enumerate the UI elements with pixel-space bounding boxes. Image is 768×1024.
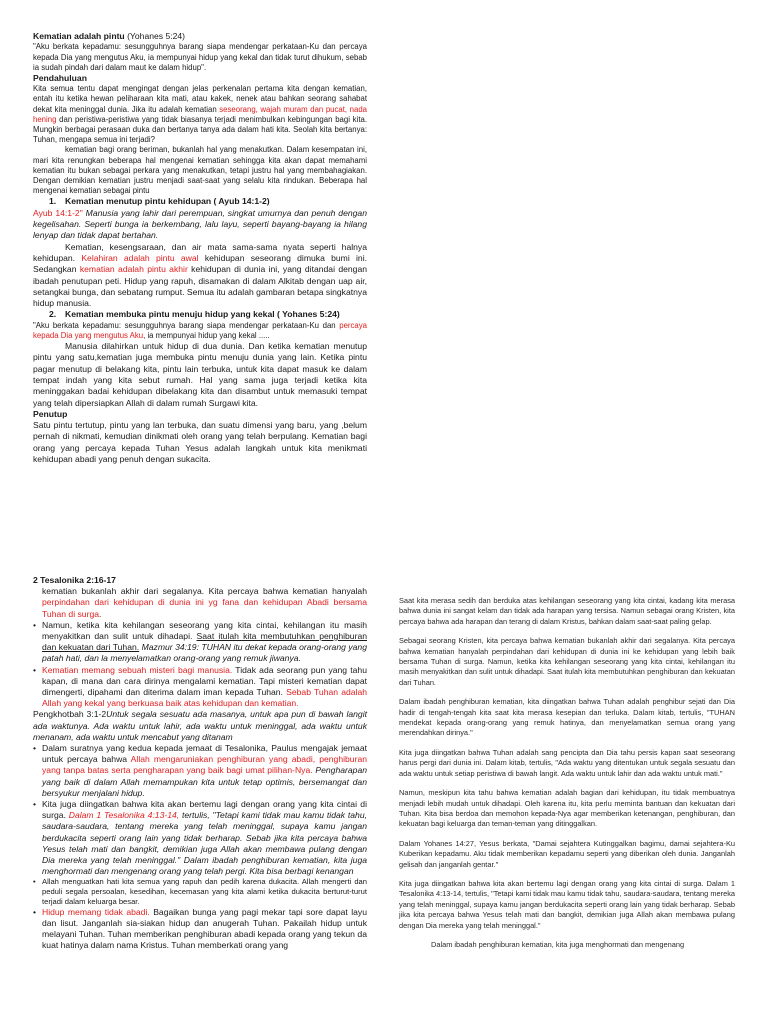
heading-penutup: Penutup	[33, 408, 68, 419]
point-2-verse-end: , ia mempunyai hidup yang kekal .....	[143, 330, 270, 340]
point-1-title: Kematian menutup pintu kehidupan ( Ayub 14:1-2)	[65, 196, 270, 207]
sermon-right-column	[399, 596, 735, 959]
bullet-4-text: Kita juga diingatkan bahwa kita akan bertemu lagi dengan orang yang kita cintai di surga.	[42, 799, 367, 821]
point-1-text-c: kehidupan di dunia ini, yang ditandai dengan ibadah penutupan peti. Hidup yang rapuh, disamakan di dalam Alkitab dengan uap air, setangkai bunga, dan sebatang rumput. Semua itu adalah gambaran betapa singkatnya hidup manusia.	[33, 264, 368, 309]
bullet-item	[33, 743, 367, 799]
bullet-1-underlined: Saat itulah kita membutuhkan penghiburan dan kekuatan dari Tuhan.	[42, 631, 367, 653]
pengkhotbah-verse	[33, 709, 367, 743]
bullet-3-text: Dalam suratnya yang kedua kepada jemaat di Tesalonika, Paulus mengajak jemaat untuk percaya bahwa	[42, 743, 367, 765]
left-intro-end: .	[99, 608, 102, 619]
left-intro	[33, 586, 367, 620]
point-1-highlight-1: Kelahiran adalah pintu awal	[81, 252, 199, 263]
left-intro-text: kematian bukanlah akhir dari segalanya. Kita percaya bahwa kematian hanyalah	[42, 586, 367, 597]
point-1-number: 1.	[49, 196, 57, 207]
point-1-highlight-2: kematian adalah pintu akhir	[79, 264, 188, 275]
right-paragraph: Dalam Yohanes 14:27, Yesus berkata, "Damai sejahtera Kutinggalkan bagimu, damai sejahtera-Ku Kuberikan kepadamu. Aku tidak memberikan kepadamu seperti yang diberikan oleh dunia. Janganlah gelisah dan janganlah gentar."	[399, 838, 735, 869]
bullet-2-highlight-2: Sebab Tuhan adalah Allah yang kekal yang berkuasa baik atas kehidupan dan kematian.	[42, 687, 368, 709]
section-heading	[33, 575, 367, 586]
intro-text: Kita semua tentu dapat mengingat dengan jelas perkenalan pertama kita dengan kematian, entah itu ketika hewan peliharaan kita mati, atau kakek, nenek atau bahkan seorang sahabat dekat kita meninggal dunia. Jika itu adalah kematian	[33, 84, 367, 114]
pengkhotbah-ref: Pengkhotbah 3:1-2	[33, 709, 107, 720]
bullet-item	[33, 907, 367, 952]
bullet-2-highlight: Kematian memang sebuah misteri bagi manusia.	[42, 664, 233, 675]
bullet-4-verse: tertulis, "Tetapi kami tidak mau kamu tidak tahu, saudara-saudara, tentang mereka yang telah meninggal, supaya kamu jangan berdukacita seperti orang lain yang tidak berharap. Sebab jika kita percaya bahwa Yesus telah mati dan bangkit, demikian juga Allah akan membawa pulang dengan Dia mereka yang telah meninggal." Dalam ibadah penghiburan kematian, kita juga menghormati dan mengenang orang yang telah pergi. Kita bisa berbagi kenangan	[42, 810, 367, 877]
intro-paragraph	[33, 84, 367, 145]
intro-highlight: seseorang, wajah muram dan pucat, nada hening	[33, 104, 367, 124]
point-1-text-a: Kematian, kesengsaraan, dan air mata sama-sama nyata seperti halnya kehidupan.	[33, 241, 367, 263]
right-paragraph: Namun, meskipun kita tahu bahwa kematian adalah bagian dari kehidupan, itu tidak membuatnya menjadi lebih mudah untuk dihadapi. Oleh karena itu, kita perlu meminta bantuan dan kekuatan dari Tuhan. Kita bisa berdoa dan memohon kepada-Nya agar memberikan ketenangan, penghiburan, dan kekuatan bagi keluarga dan teman-teman yang ditinggalkan.	[399, 788, 735, 829]
point-1-verse	[33, 208, 367, 242]
pengkhotbah-text: Untuk segala sesuatu ada masanya, untuk apa pun di bawah langit ada waktunya. Ada waktu untuk lahir, ada waktu untuk meninggal, ada waktu untuk menanam, ada waktu untuk mencabut yang ditanam	[33, 709, 367, 742]
section-heading-text: 2 Tesalonika 2:16-17	[33, 575, 116, 585]
intro-paragraph-2: kematian bagi orang beriman, bukanlah hal yang menakutkan. Dalam kesempatan ini, mari kita renungkan beberapa hal mengenai kematian sehingga kita akan dapat memahami kematian itu bukan sebagai perkara yang menakutkan, tetapi justru hal yang membahagiakan. Dengan demikian kematian justru menjadi saat-saat yang selalu kita rindukan. Beberapa hal mengenai kematian sebagai pintu	[33, 145, 367, 196]
bullet-4-ref: Dalam 1 Tesalonika 4:13-14,	[68, 810, 180, 821]
right-paragraph: Sebagai seorang Kristen, kita percaya bahwa kematian bukanlah akhir dari segalanya. Kita percaya bahwa kematian hanyalah perpindahan dari kehidupan di dunia ini ke kehidupan yang lebih baik bersama Tuhan di surga. Namun, ketika kita kehilangan seseorang yang kita cintai, kehilangan itu masih menyakitkan dan sulit untuk dihadapi. Saat itulah kita membutuhkan penghiburan dan kekuatan dari Tuhan.	[399, 636, 735, 687]
heading-pendahuluan: Pendahuluan	[33, 72, 87, 83]
point-2-title: Kematian membuka pintu menuju hidup yang kekal ( Yohanes 5:24)	[65, 309, 340, 320]
bullet-item	[33, 799, 367, 877]
closing-paragraph: Satu pintu tertutup, pintu yang lan terbuka, dan suatu dimensi yang baru, yang ,belum pernah di nikmati, kemudian dinikmati oleh orang yang telah berpulang. Kematian bagi orang yang percaya kepada Tuhan Yesus adalah langkah untuk kita menikmati kehidupan abadi yang penuh dengan sukacita.	[33, 420, 367, 465]
title-text: Kematian adalah pintu	[33, 31, 125, 41]
right-paragraph: Dalam ibadah penghiburan kematian, kita diingatkan bahwa Tuhan adalah penghibur sejati dan Dia hadir di tengah-tengah kita saat kita merasa kesepian dan terluka. Dalam kitab, tertulis, "TUHAN mendekat kepada orang-orang yang remuk hatinya, dan menyelamatkan semua orang yang merendahkan dirinya."	[399, 697, 735, 738]
title-reference: (Yohanes 5:24)	[124, 31, 186, 41]
point-2-heading	[33, 309, 367, 320]
point-1-body	[33, 242, 367, 310]
right-paragraph: Dalam ibadah penghiburan kematian, kita juga menghormati dan mengenang	[431, 939, 685, 949]
bullet-6-text: Bagaikan bunga yang pagi mekar tapi sore dapat layu dan lisut. Janganlah sia-siakan hidup dan anugerah Tuhan. Pakailah hidup untuk melayani Tuhan. Tuhan memberikan penghiburan abadi kepada orang yang tekun da kuat hatinya dalam nama Kristus. Tuhan memberkati orang yang	[42, 906, 367, 951]
point-2-verse-text: "Aku berkata kepadamu: sesungguhnya barang siapa mendengar perkataan-Ku dan	[33, 320, 340, 330]
point-2-verse-highlight: percaya kepada Dia yang mengutus Aku	[33, 320, 367, 340]
bullet-item	[33, 620, 367, 665]
bullet-3-italic: Pengharapan yang baik di dalam Allah memampukan kita untuk tetap optimis, bersemangat dan bersyukur menjalani hidup.	[42, 765, 367, 798]
opening-quote: "Aku berkata kepadamu: sesungguhnya barang siapa mendengar perkataan-Ku dan percaya kepada Dia yang mengutus Aku, ia mempunyai hidup yang kekal dan tidak turut dihukum, sebab ia sudah pindah dari dalam maut ke dalam hidup".	[33, 42, 367, 72]
point-1-heading	[33, 196, 367, 207]
point-1-verse-ref: Ayub 14:1-2"	[33, 207, 83, 218]
bullet-3-highlight: Allah mengaruniakan penghiburan yang abadi, penghiburan yang tanpa batas serta pengharapan yang baik bagi umat pilihan-Nya.	[42, 754, 368, 776]
intro-text-cont: dan peristiwa-peristiwa yang tidak biasanya terjadi menimbulkan kebingungan bagi kita. Mungkin berbagai perasaan duka dan bertanya tanya ada dalam hati kita. Seolah kita bertanya: Tuhan, mengapa semua ini terjadi?	[33, 114, 367, 145]
left-intro-highlight: perpindahan dari kehidupan di dunia ini yg fana dan kehidupan Abadi bersama Tuhan di surga	[42, 597, 367, 619]
bullet-item	[33, 665, 367, 710]
right-paragraph: Kita juga diingatkan bahwa Tuhan adalah sang pencipta dan Dia tahu persis kapan saat seseorang harus pergi dari dunia ini. Dalam kitab, tertulis, "Ada waktu yang ditentukan untuk segala sesuatu dan ada waktu untuk setiap peristiwa di bawah langit. Ada waktu untuk lahir dan ada waktu untuk mati."	[399, 747, 735, 778]
sermon-top-section	[33, 31, 367, 465]
bullet-2-text: Tidak ada seorang pun yang tahu kapan, di mana dan cara dirinya mengalami kematian. Tapi misteri kematian dapat dimengerti, dipahami dan diterima dalam iman kepada Tuhan.	[42, 664, 367, 698]
point-2-verse	[33, 321, 367, 341]
point-1-verse-text: Manusia yang lahir dari perempuan, singkat umurnya dan penuh dengan kegelisahan. Seperti bunga ia berkembang, lalu layu, seperti bayang-bayang ia hilang lenyap dan tidak dapat bertahan.	[33, 207, 367, 241]
point-2-number: 2.	[49, 309, 57, 320]
bullet-1-verse: Mazmur 34:19: TUHAN itu dekat kepada orang-orang yang patah hati, dan la menyelamatkan orang-orang yang remuk jiwanya.	[42, 642, 367, 664]
bullet-6-highlight: Hidup memang tidak abadi.	[42, 906, 150, 917]
sermon-title	[33, 31, 367, 42]
point-1-text-b: kehidupan seseorang dimuka bumi ini. Sedangkan	[33, 252, 368, 275]
sermon-left-column	[33, 575, 367, 952]
right-paragraph: Saat kita merasa sedih dan berduka atas kehilangan seseorang yang kita cintai, kadang kita merasa bahwa dunia ini sangat kelam dan tidak ada harapan yang tersisa. Namun sebagai orang Kristen, kita percaya bahwa ada harapan dan terang di dalam Kristus, bahkan dalam saat-saat paling gelap.	[399, 596, 735, 626]
bullet-1-text: Namun, ketika kita kehilangan seseorang yang kita cintai, kehilangan itu masih menyakitkan dan sulit untuk dihadapi.	[42, 619, 367, 642]
right-paragraph: Kita juga diingatkan bahwa kita akan bertemu lagi dengan orang yang kita cintai di surga. Dalam 1 Tesalonika 4:13-14, tertulis, "Tetapi kami tidak mau kamu tidak tahu, saudara-saudara, tentang mereka yang telah meninggal, supaya kamu jangan berdukacita seperti orang lain yang tidak berharap. Sebab jika kita percaya bahwa Yesus telah mati dan bangkit, demikian juga Allah akan membawa pulang dengan Dia mereka yang telah meninggal."	[399, 878, 735, 930]
point-2-body: Manusia dilahirkan untuk hidup di dua dunia. Dan ketika kematian menutup pintu yang satu,kematian juga membuka pintu menuju dunia yang lain. Ketika pintu pagar menutup di belakang kita, pintu lain terbuka, untuk kita dapat masuk ke dalam tempat indah yang kita sebut rumah. Hal yang sama juga terjadi ketika kita meninggakan badai kehidupan dibelakang kita dan disambut untuk memasuki tempat yang telah dipersiapkan Allah di dalam rumah Surgawi kita.	[33, 341, 367, 408]
bullet-item: • Allah menguatkan hati kita semua yang rapuh dan pedih karena dukacita. Allah mengerti dan peduli segala persoalan, kesedihan, kecemasan yang kita alami ketika dukacita berturut-turut terjadi dalam keluarga besar.	[33, 877, 367, 906]
